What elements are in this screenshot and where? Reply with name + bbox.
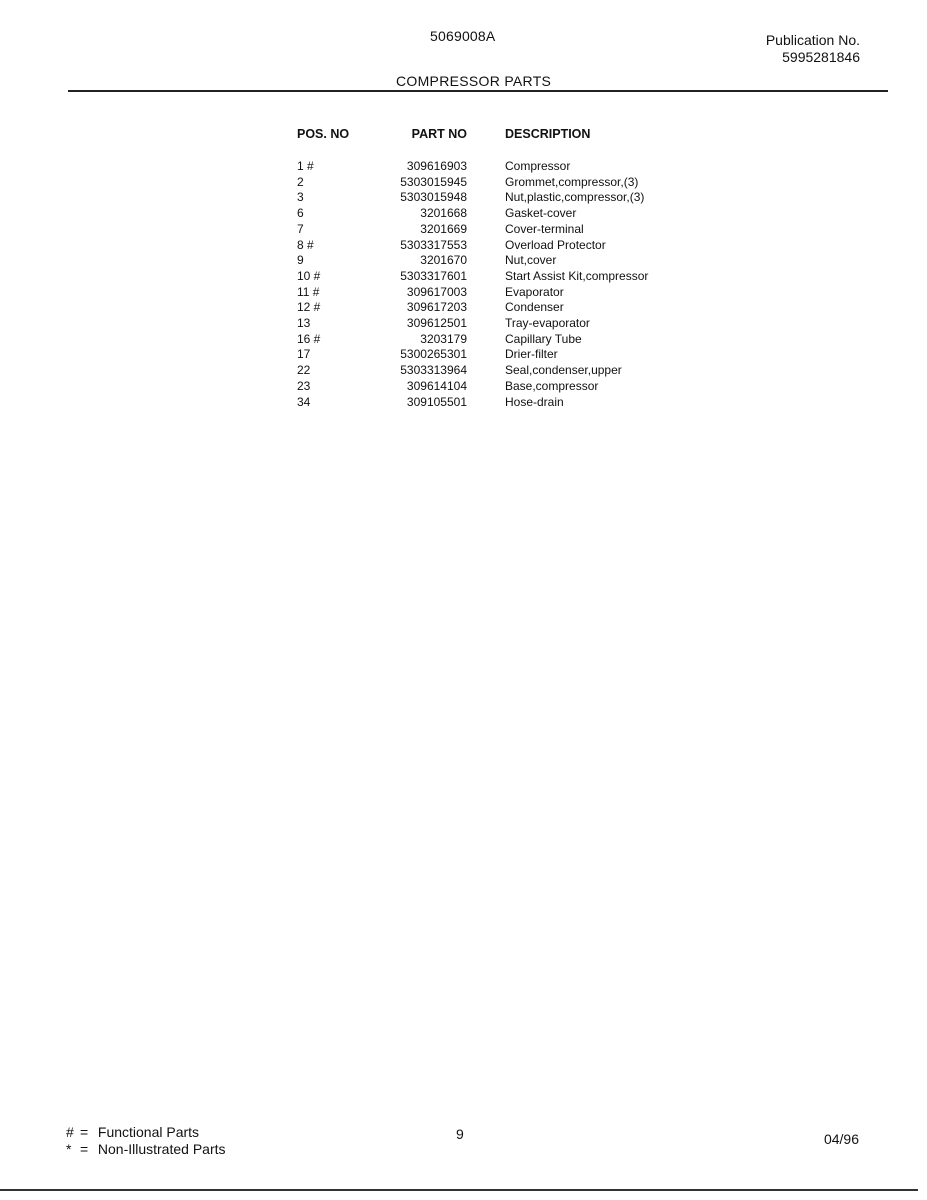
legend-symbol: # [66,1124,74,1140]
cell-pos: 2 [297,174,304,189]
cell-pos: 11 # [297,284,320,299]
top-rule [68,90,888,92]
table-row [297,206,648,222]
cell-part: 3201668 [420,206,467,221]
cell-part: 5303015945 [400,174,467,189]
table-row [297,395,648,411]
cell-pos: 22 [297,363,311,378]
legend [66,1124,226,1158]
table-row [297,300,648,316]
cell-part: 5303317601 [400,268,467,283]
table-row [297,253,648,269]
cell-part: 3203179 [420,331,467,346]
cell-part: 5300265301 [400,347,467,362]
column-header-pos: POS. NO [297,127,350,141]
legend-symbol: * [66,1141,72,1157]
cell-part: 309612501 [406,316,467,331]
cell-part: 3201670 [420,253,467,268]
table-row [297,269,648,285]
table-row [297,222,648,238]
table-row [297,347,648,363]
cell-pos: 16 # [297,331,321,346]
cell-pos: 12 # [297,300,321,315]
cell-desc: Base,compressor [505,378,599,393]
cell-pos: 10 # [297,268,321,283]
legend-equals: = [80,1124,89,1140]
document-date: 04/96 [823,1131,859,1147]
cell-desc: Start Assist Kit,compressor [505,268,649,283]
cell-pos: 6 [297,206,304,221]
legend-equals: = [80,1141,89,1157]
cell-desc: Grommet,compressor,(3) [505,174,639,189]
cell-desc: Capillary Tube [505,331,582,346]
cell-desc: Compressor [505,159,571,173]
cell-pos: 7 [297,221,304,236]
column-header-desc: DESCRIPTION [505,127,591,141]
cell-desc: Seal,condenser,upper [505,363,622,378]
section-title: COMPRESSOR PARTS [396,73,552,89]
table-header-row [297,127,648,159]
cell-desc: Drier-filter [505,347,558,362]
cell-part: 309616903 [406,159,467,173]
cell-pos: 17 [297,347,311,362]
cell-part: 5303313964 [400,363,467,378]
cell-desc: Evaporator [505,284,564,299]
cell-pos: 13 [297,316,311,331]
cell-part: 5303317553 [400,237,467,252]
publication-label: Publication No. [765,32,860,48]
legend-label: Non-Illustrated Parts [97,1141,226,1157]
column-header-part: PART NO [411,127,467,141]
cell-part: 309614104 [406,378,467,393]
table-row [297,175,648,191]
page-number: 9 [456,1126,464,1142]
parts-table [297,127,648,410]
cell-part: 5303015948 [400,190,467,205]
table-row [297,159,648,175]
cell-pos: 3 [297,190,304,205]
cell-part: 309617003 [406,284,467,299]
table-row [297,316,648,332]
cell-pos: 8 # [297,237,314,252]
cell-desc: Tray-evaporator [505,316,590,331]
cell-pos: 1 # [297,159,314,173]
cell-pos: 9 [297,253,304,268]
cell-part: 309617203 [406,300,467,315]
cell-desc: Hose-drain [505,394,564,409]
table-row [297,238,648,254]
cell-desc: Cover-terminal [505,221,584,236]
legend-row-non-illustrated [66,1141,226,1158]
table-row [297,190,648,206]
publication-block [766,32,860,66]
table-row [297,332,648,348]
doc-number: 5069008A [430,28,496,44]
cell-desc: Nut,plastic,compressor,(3) [505,190,645,205]
cell-pos: 23 [297,378,311,393]
cell-part: 309105501 [406,394,467,409]
cell-part: 3201669 [420,221,467,236]
cell-pos: 34 [297,394,311,409]
cell-desc: Overload Protector [505,237,606,252]
legend-label: Functional Parts [97,1124,200,1140]
bottom-rule [0,1189,918,1191]
publication-number: 5995281846 [782,49,860,65]
cell-desc: Gasket-cover [505,206,577,221]
legend-row-functional [66,1124,226,1141]
table-row [297,285,648,301]
cell-desc: Nut,cover [505,253,557,268]
table-row [297,363,648,379]
cell-desc: Condenser [505,300,564,315]
table-row [297,379,648,395]
